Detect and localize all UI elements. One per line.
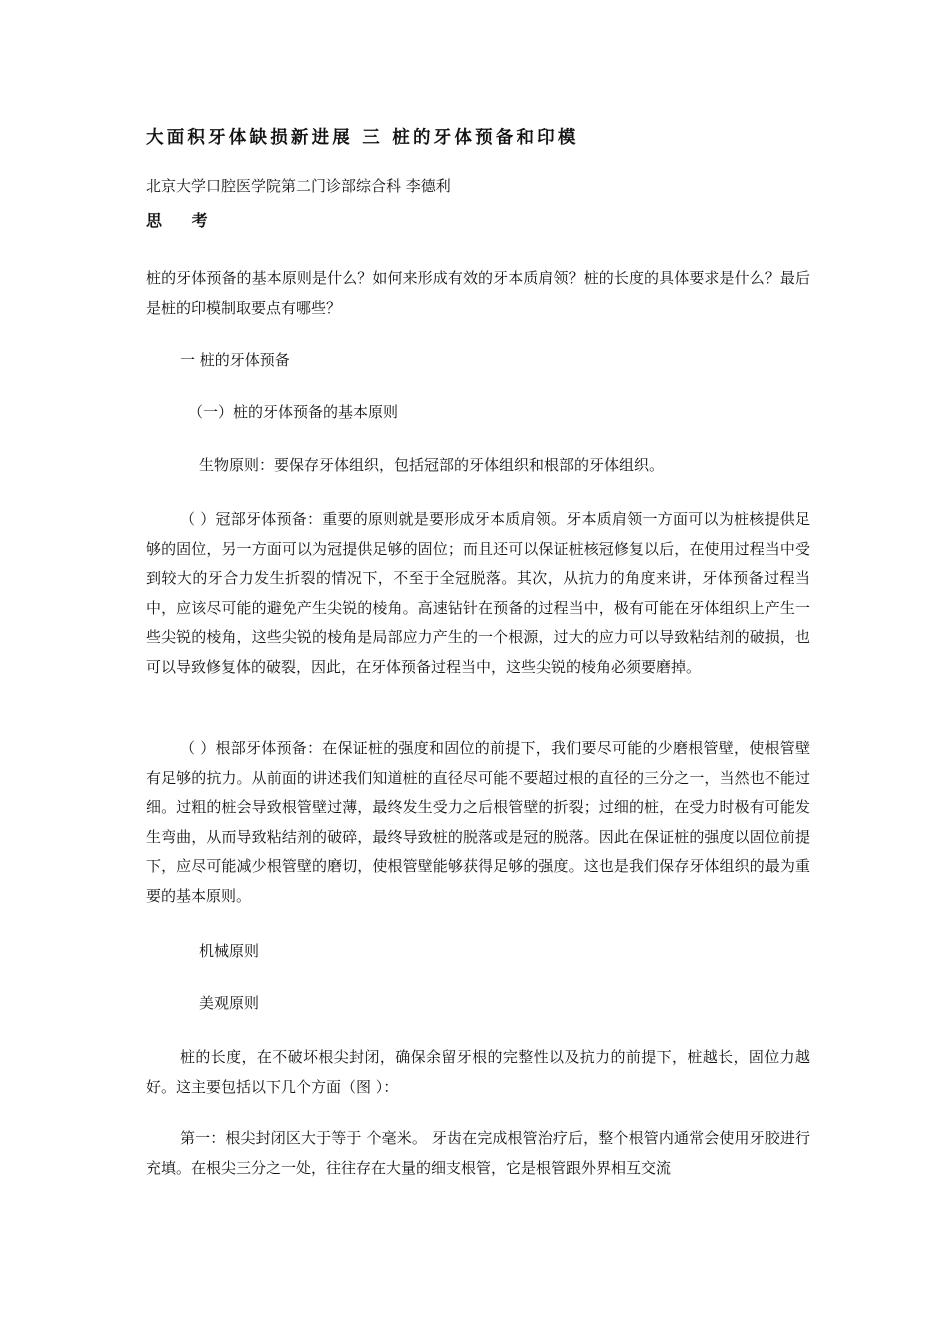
intro-paragraph: 桩的牙体预备的基本原则是什么？如何来形成有效的牙本质肩领？桩的长度的具体要求是什么？最后是桩的印模制取要点有哪些？ <box>146 269 810 317</box>
section-heading: 一 桩的牙体预备 <box>180 351 290 369</box>
first-point-paragraph: 第一：根尖封闭区大于等于 个毫米。 牙齿在完成根管治疗后，整个根管内通常会使用牙胶进行充填。在根尖三分之一处，往往存在大量的细支根管，它是根管跟外界相互交流 <box>146 1129 810 1177</box>
post-length-paragraph: 桩的长度，在不破坏根尖封闭，确保余留牙根的完整性以及抗力的前提下，桩越长，固位力越好。这主要包括以下几个方面（图 ）： <box>146 1048 810 1096</box>
author-line: 北京大学口腔医学院第二门诊部综合科 李德利 <box>146 177 451 195</box>
subsection-heading: （一）桩的牙体预备的基本原则 <box>188 403 399 421</box>
root-prep-paragraph: （ ）根部牙体预备：在保证桩的强度和固位的前提下，我们要尽可能的少磨根管壁，使根管壁有足够的抗力。从前面的讲述我们知道桩的直径尽可能不要超过根的直径的三分之一，当然也不能过细。过粗的桩会导致根管壁过薄，最终发生受力之后根管壁的折裂；过细的桩，在受力时极有可能发生弯曲，从而导致粘结剂的破碎，最终导致桩的脱落或是冠的脱落。因此在保证桩的强度以固位前提下，应尽可能减少根管壁的磨切，使根管壁能够获得足够的强度。这也是我们保存牙体组织的最为重要的基本原则。 <box>146 739 810 905</box>
aesthetic-principle-heading: 美观原则 <box>199 994 260 1012</box>
document-title: 大面积牙体缺损新进展 三 桩的牙体预备和印模 <box>146 128 579 148</box>
mech-principle-heading: 机械原则 <box>199 942 260 960</box>
bio-principle-paragraph: 生物原则：要保存牙体组织，包括冠部的牙体组织和根部的牙体组织。 <box>199 456 665 474</box>
think-heading: 思 考 <box>146 211 220 230</box>
crown-prep-paragraph: （ ）冠部牙体预备：重要的原则就是要形成牙本质肩领。牙本质肩领一方面可以为桩核提供足够的固位，另一方面可以为冠提供足够的固位；而且还可以保证桩核冠修复以后，在使用过程当中受到较大的牙合力发生折裂的情况下，不至于全冠脱落。其次，从抗力的角度来讲，牙体预备过程当中，应该尽可能的避免产生尖锐的棱角。高速钻针在预备的过程当中，极有可能在牙体组织上产生一些尖锐的棱角，这些尖锐的棱角是局部应力产生的一个根源，过大的应力可以导致粘结剂的破损，也可以导致修复体的破裂，因此，在牙体预备过程当中，这些尖锐的棱角必须要磨掉。 <box>146 510 810 676</box>
